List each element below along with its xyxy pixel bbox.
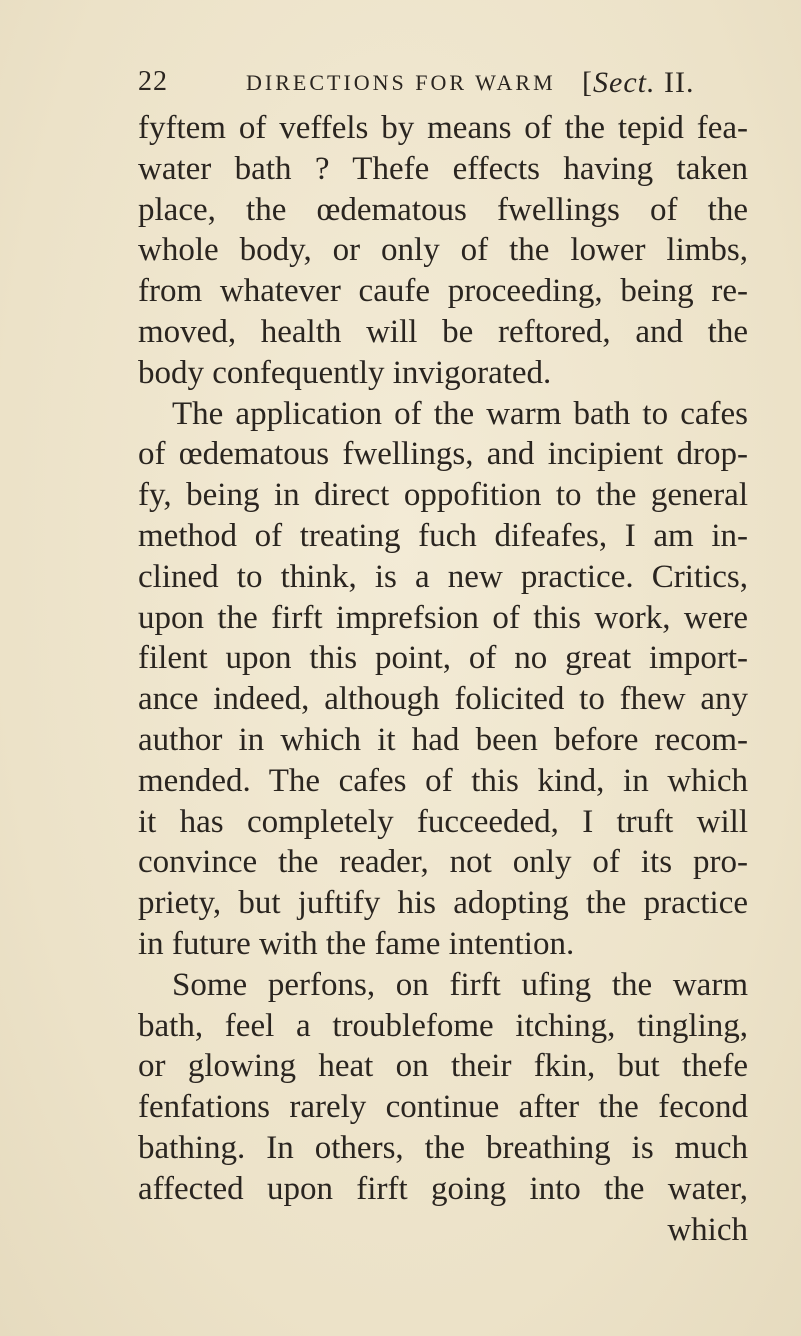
text-line: affected upon firft going into the water,: [138, 1170, 748, 1207]
text-line: in future with the fame intention.: [138, 925, 575, 962]
text-line: The application of the warm bath to cafes: [172, 395, 748, 432]
text-line: bathing. In others, the breathing is much: [138, 1129, 748, 1166]
text-line: upon the firft imprefsion of this work, were: [138, 599, 748, 636]
text-line: method of treating fuch difeafes, I am in-: [138, 517, 748, 554]
section-reference: [582, 66, 694, 100]
text-line: bath, feel a troublefome itching, tingling,: [138, 1007, 748, 1044]
section-bracket: [: [582, 66, 593, 99]
text-line: author in which it had been before recom-: [138, 721, 748, 758]
text-line: moved, health will be reftored, and the: [138, 313, 748, 350]
text-line: priety, but juftify his adopting the practice: [138, 885, 748, 922]
text-line: fyftem of veffels by means of the tepid fea-: [138, 110, 748, 146]
section-abbreviation: Sect.: [593, 66, 656, 99]
text-line: body confequently invigorated.: [138, 354, 552, 391]
text-line: fenfations rarely continue after the fecond: [138, 1089, 748, 1126]
text-line: clined to think, is a new practice. Critics,: [138, 558, 748, 595]
text-line: filent upon this point, of no great import-: [138, 640, 748, 677]
text-line: or glowing heat on their fkin, but thefe: [138, 1048, 748, 1085]
text-line: fy, being in direct oppofition to the general: [138, 477, 748, 514]
body-text: [138, 108, 748, 1250]
text-line: water bath ? Thefe effects having taken: [138, 150, 748, 187]
text-line: convince the reader, not only of its pro-: [138, 844, 748, 881]
text-line: mended. The cafes of this kind, in which: [138, 762, 748, 799]
text-line: Some perfons, on firft ufing the warm: [172, 966, 748, 1003]
page-number: 22: [138, 66, 168, 97]
text-line: place, the œdematous fwellings of the: [138, 191, 748, 228]
text-line: whole body, or only of the lower limbs,: [138, 232, 748, 269]
text-line: ance indeed, although folicited to fhew any: [138, 681, 748, 718]
text-line: of œdematous fwellings, and incipient drop-: [138, 436, 748, 473]
running-title: DIRECTIONS FOR WARM: [246, 70, 556, 95]
catchword: which: [667, 1211, 748, 1248]
running-header: [138, 66, 758, 106]
text-line: from whatever caufe proceeding, being re-: [138, 273, 748, 310]
text-line: it has completely fucceeded, I truft will: [138, 803, 748, 840]
section-numeral: II.: [655, 66, 695, 99]
